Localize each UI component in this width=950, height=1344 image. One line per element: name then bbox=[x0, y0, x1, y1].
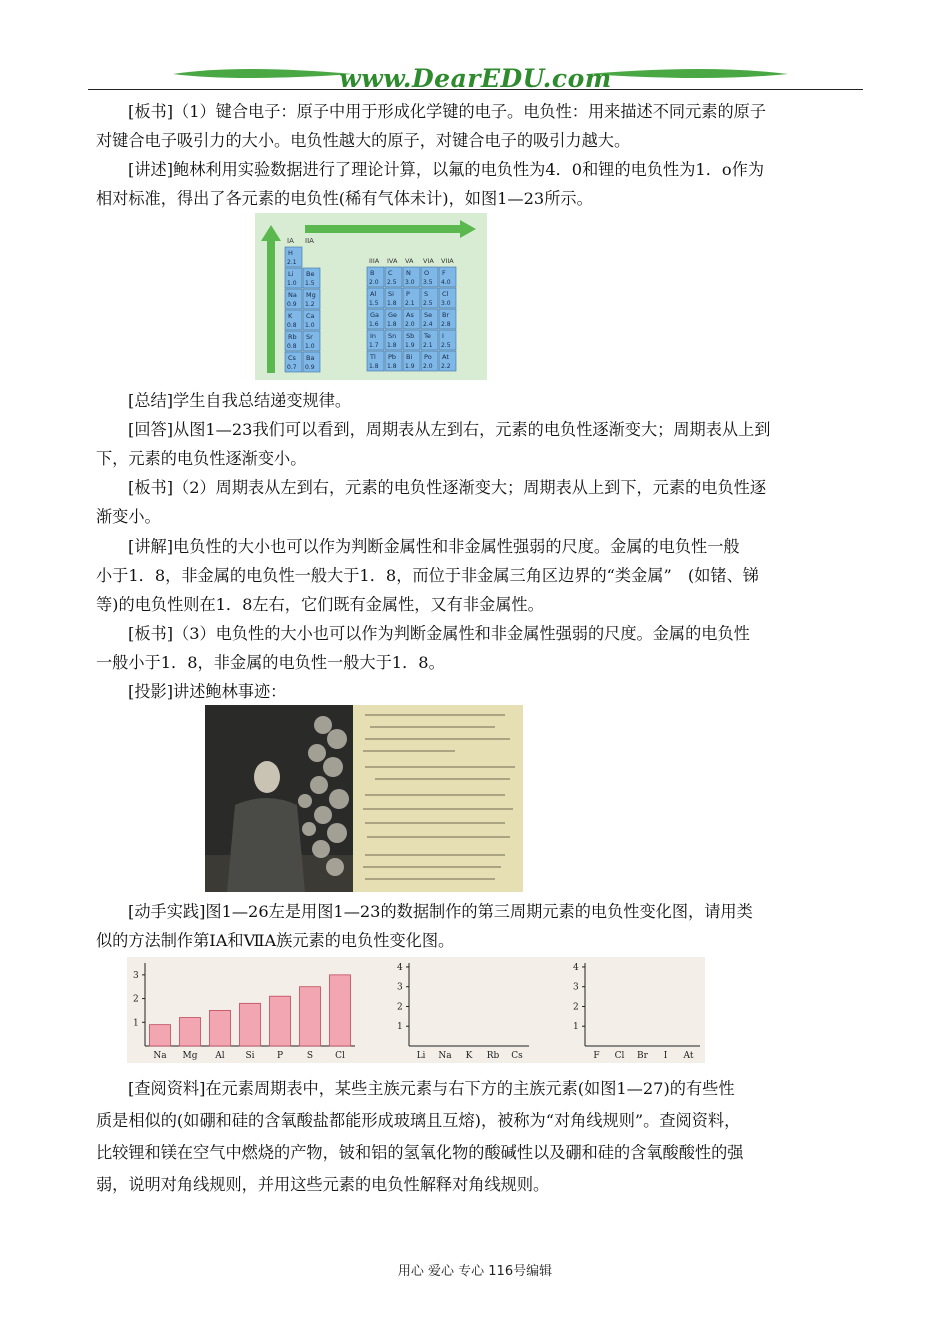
paragraph-line: [板书]（2）周期表从左到右，元素的电负性逐渐变大；周期表从上到下，元素的电负性逐 bbox=[128, 478, 767, 497]
group-header: IIIA bbox=[369, 257, 380, 265]
header-divider bbox=[88, 89, 863, 90]
element-symbol: Bi bbox=[406, 353, 413, 361]
element-electronegativity: 1.8 bbox=[369, 363, 379, 370]
element-electronegativity: 1.9 bbox=[405, 342, 415, 349]
page-footer: 用心 爱心 专心 116号编辑 bbox=[397, 1264, 553, 1279]
element-electronegativity: 1.8 bbox=[387, 300, 397, 307]
group-header: IIA bbox=[305, 237, 314, 245]
electronegativity-periodic-table-figure bbox=[255, 213, 487, 380]
bar-Si bbox=[240, 1003, 261, 1046]
element-electronegativity: 3.5 bbox=[423, 279, 433, 286]
element-electronegativity: 0.9 bbox=[287, 301, 297, 308]
element-electronegativity: 2.1 bbox=[423, 342, 433, 349]
paragraph-line: 弱，说明对角线规则，并用这些元素的电负性解释对角线规则。 bbox=[96, 1175, 550, 1194]
element-symbol: Sn bbox=[388, 332, 397, 340]
y-tick-label: 1 bbox=[573, 1022, 579, 1033]
paragraph-10 bbox=[96, 1073, 862, 1201]
element-symbol: Al bbox=[370, 290, 377, 298]
element-symbol: Br bbox=[442, 311, 450, 319]
paragraph-line: [总结]学生自我总结递变规律。 bbox=[128, 391, 352, 410]
element-symbol: Te bbox=[424, 332, 431, 340]
element-symbol: Cs bbox=[288, 354, 296, 362]
paragraph-line: 下，元素的电负性逐渐变小。 bbox=[96, 449, 307, 468]
paragraph-line: 质是相似的(如硼和硅的含氧酸盐都能形成玻璃且互熔)，被称为“对角线规则”。查阅资料， bbox=[96, 1111, 741, 1130]
element-electronegativity: 1.5 bbox=[305, 280, 315, 287]
element-electronegativity: 2.5 bbox=[387, 279, 397, 286]
element-electronegativity: 1.8 bbox=[387, 363, 397, 370]
paragraph-line: 相对标准，得出了各元素的电负性(稀有气体未计)，如图1—23所示。 bbox=[96, 189, 593, 208]
paragraph-line: 对键合电子吸引力的大小。电负性越大的原子，对键合电子的吸引力越大。 bbox=[96, 131, 631, 150]
element-symbol: As bbox=[406, 311, 414, 319]
element-symbol: Ge bbox=[388, 311, 398, 319]
site-logo-text[interactable]: www.DearEDU.com bbox=[339, 64, 612, 93]
paragraph-line: [讲解]电负性的大小也可以作为判断金属性和非金属性强弱的尺度。金属的电负性一般 bbox=[128, 537, 740, 556]
paragraph-line: [回答]从图1—23我们可以看到，周期表从左到右，元素的电负性逐渐变大；周期表从上到 bbox=[128, 420, 771, 439]
element-electronegativity: 2.5 bbox=[441, 342, 451, 349]
y-tick-label: 2 bbox=[397, 1002, 403, 1013]
element-electronegativity: 0.7 bbox=[287, 364, 297, 371]
paragraph-7 bbox=[96, 619, 862, 677]
element-symbol: Ca bbox=[306, 312, 315, 320]
x-tick-label: Br bbox=[637, 1051, 648, 1061]
x-tick-label: Na bbox=[438, 1051, 452, 1061]
y-tick-label: 3 bbox=[573, 982, 579, 993]
element-electronegativity: 1.0 bbox=[305, 343, 315, 350]
paragraph-line: [板书]（1）键合电子：原子中用于形成化学键的电子。电负性：用来描述不同元素的原子 bbox=[128, 102, 767, 121]
bar-Cl bbox=[330, 975, 351, 1046]
element-electronegativity: 0.8 bbox=[287, 322, 297, 329]
element-symbol: Tl bbox=[370, 353, 376, 361]
x-tick-label: F bbox=[593, 1051, 600, 1061]
y-tick-label: 1 bbox=[397, 1022, 403, 1033]
element-electronegativity: 2.0 bbox=[423, 363, 433, 370]
element-symbol: I bbox=[442, 332, 444, 340]
element-electronegativity: 1.8 bbox=[387, 321, 397, 328]
element-symbol: P bbox=[406, 290, 410, 298]
element-electronegativity: 1.0 bbox=[305, 322, 315, 329]
x-tick-label: Cl bbox=[614, 1051, 625, 1061]
element-symbol: Sb bbox=[406, 332, 415, 340]
x-tick-label: Li bbox=[416, 1051, 426, 1061]
paragraph-line: [动手实践]图1—26左是用图1—23的数据制作的第三周期元素的电负性变化图，请用类 bbox=[128, 902, 753, 921]
periodic-table-graphic bbox=[255, 213, 487, 380]
x-tick-label: Al bbox=[215, 1051, 225, 1061]
paragraph-5 bbox=[96, 473, 862, 531]
group-header: VIA bbox=[423, 257, 434, 265]
x-tick-label: Cs bbox=[511, 1051, 523, 1061]
element-symbol: In bbox=[370, 332, 377, 340]
group-header: IA bbox=[287, 237, 294, 245]
paragraph-9 bbox=[96, 897, 862, 955]
x-tick-label: Na bbox=[153, 1051, 167, 1061]
element-electronegativity: 1.0 bbox=[287, 280, 297, 287]
element-electronegativity: 0.8 bbox=[287, 343, 297, 350]
paragraph-line: [投影]讲述鲍林事迹： bbox=[128, 682, 287, 701]
element-symbol: Na bbox=[288, 291, 297, 299]
paragraph-8 bbox=[96, 677, 862, 706]
y-tick-label: 1 bbox=[133, 1018, 139, 1029]
group-header: VIIA bbox=[441, 257, 454, 265]
bar-Mg bbox=[180, 1018, 201, 1046]
element-electronegativity: 1.7 bbox=[369, 342, 379, 349]
element-electronegativity: 4.0 bbox=[441, 279, 451, 286]
paragraph-line: 似的方法制作第ⅠA和ⅦA族元素的电负性变化图。 bbox=[96, 931, 455, 950]
x-tick-label: Si bbox=[245, 1051, 255, 1061]
element-electronegativity: 3.0 bbox=[441, 300, 451, 307]
x-tick-label: I bbox=[663, 1051, 668, 1061]
y-tick-label: 2 bbox=[133, 994, 139, 1005]
element-electronegativity: 1.6 bbox=[369, 321, 379, 328]
group-header: VA bbox=[405, 257, 414, 265]
y-tick-label: 2 bbox=[573, 1002, 579, 1013]
paragraph-line: 一般小于1．8，非金属的电负性一般大于1．8。 bbox=[96, 653, 445, 672]
element-symbol: Ba bbox=[306, 354, 315, 362]
element-electronegativity: 2.0 bbox=[369, 279, 379, 286]
pauling-photo-image bbox=[205, 705, 523, 892]
paragraph-line: 比较锂和镁在空气中燃烧的产物，铍和铝的氢氧化物的酸碱性以及硼和硅的含氧酸酸性的强 bbox=[96, 1143, 744, 1162]
right-arrow-icon bbox=[305, 220, 476, 238]
group-header: IVA bbox=[387, 257, 398, 265]
x-tick-label: At bbox=[683, 1051, 694, 1061]
element-symbol: Cl bbox=[442, 290, 449, 298]
y-tick-label: 4 bbox=[573, 962, 579, 973]
y-tick-label: 3 bbox=[133, 970, 139, 981]
element-symbol: Po bbox=[424, 353, 432, 361]
paragraph-line: 等)的电负性则在1．8左右，它们既有金属性，又有非金属性。 bbox=[96, 595, 544, 614]
element-electronegativity: 2.1 bbox=[405, 300, 415, 307]
site-header bbox=[88, 60, 863, 100]
element-symbol: Si bbox=[388, 290, 394, 298]
up-arrow-icon bbox=[261, 225, 281, 373]
element-electronegativity: 3.0 bbox=[405, 279, 415, 286]
element-symbol: S bbox=[424, 290, 429, 298]
bar-charts-graphic bbox=[127, 957, 705, 1063]
paragraph-2 bbox=[96, 155, 862, 213]
x-tick-label: K bbox=[465, 1051, 473, 1061]
element-electronegativity: 2.8 bbox=[441, 321, 451, 328]
element-symbol: N bbox=[406, 269, 411, 277]
paragraph-3 bbox=[96, 386, 862, 415]
element-symbol: B bbox=[370, 269, 375, 277]
element-electronegativity: 1.2 bbox=[305, 301, 315, 308]
bar-S bbox=[300, 987, 321, 1046]
paragraph-4 bbox=[96, 415, 862, 473]
x-tick-label: Mg bbox=[182, 1051, 198, 1061]
bar-Na bbox=[150, 1025, 171, 1046]
element-electronegativity: 2.2 bbox=[441, 363, 451, 370]
element-electronegativity: 2.1 bbox=[287, 259, 297, 266]
element-symbol: Mg bbox=[306, 291, 316, 299]
x-tick-label: S bbox=[306, 1051, 314, 1061]
element-electronegativity: 2.5 bbox=[423, 300, 433, 307]
element-electronegativity: 2.0 bbox=[405, 321, 415, 328]
y-tick-label: 4 bbox=[397, 962, 403, 973]
x-tick-label: P bbox=[276, 1051, 284, 1061]
element-electronegativity: 2.4 bbox=[423, 321, 433, 328]
element-symbol: F bbox=[442, 269, 446, 277]
element-symbol: Rb bbox=[288, 333, 297, 341]
electronegativity-bar-charts bbox=[127, 957, 705, 1063]
element-electronegativity: 1.9 bbox=[405, 363, 415, 370]
element-symbol: H bbox=[288, 249, 293, 257]
element-symbol: Li bbox=[288, 270, 294, 278]
paragraph-line: 渐变小。 bbox=[96, 507, 161, 526]
element-electronegativity: 1.5 bbox=[369, 300, 379, 307]
element-symbol: Se bbox=[424, 311, 433, 319]
paragraph-1 bbox=[96, 97, 862, 155]
paragraph-line: [讲述]鲍林利用实验数据进行了理论计算，以氟的电负性为4．0和锂的电负性为1．o作为 bbox=[128, 160, 765, 179]
element-symbol: At bbox=[442, 353, 449, 361]
pauling-photo-figure bbox=[205, 705, 523, 892]
element-electronegativity: 1.8 bbox=[387, 342, 397, 349]
element-symbol: Pb bbox=[388, 353, 397, 361]
element-symbol: O bbox=[424, 269, 430, 277]
paragraph-line: [板书]（3）电负性的大小也可以作为判断金属性和非金属性强弱的尺度。金属的电负性 bbox=[128, 624, 750, 643]
x-tick-label: Cl bbox=[335, 1051, 345, 1061]
bar-Al bbox=[210, 1010, 231, 1046]
bar-P bbox=[270, 996, 291, 1046]
x-tick-label: Rb bbox=[486, 1051, 500, 1061]
paragraph-line: [查阅资料]在元素周期表中，某些主族元素与右下方的主族元素(如图1—27)的有些性 bbox=[128, 1079, 735, 1098]
element-electronegativity: 0.9 bbox=[305, 364, 315, 371]
element-symbol: C bbox=[388, 269, 393, 277]
paragraph-6 bbox=[96, 532, 862, 619]
element-symbol: Sr bbox=[306, 333, 313, 341]
y-tick-label: 3 bbox=[397, 982, 403, 993]
element-symbol: K bbox=[288, 312, 293, 320]
paragraph-line: 小于1．8，非金属的电负性一般大于1．8，而位于非金属三角区边界的“类金属” (如锗、锑 bbox=[96, 566, 759, 585]
element-symbol: Be bbox=[306, 270, 315, 278]
element-symbol: Ga bbox=[370, 311, 380, 319]
